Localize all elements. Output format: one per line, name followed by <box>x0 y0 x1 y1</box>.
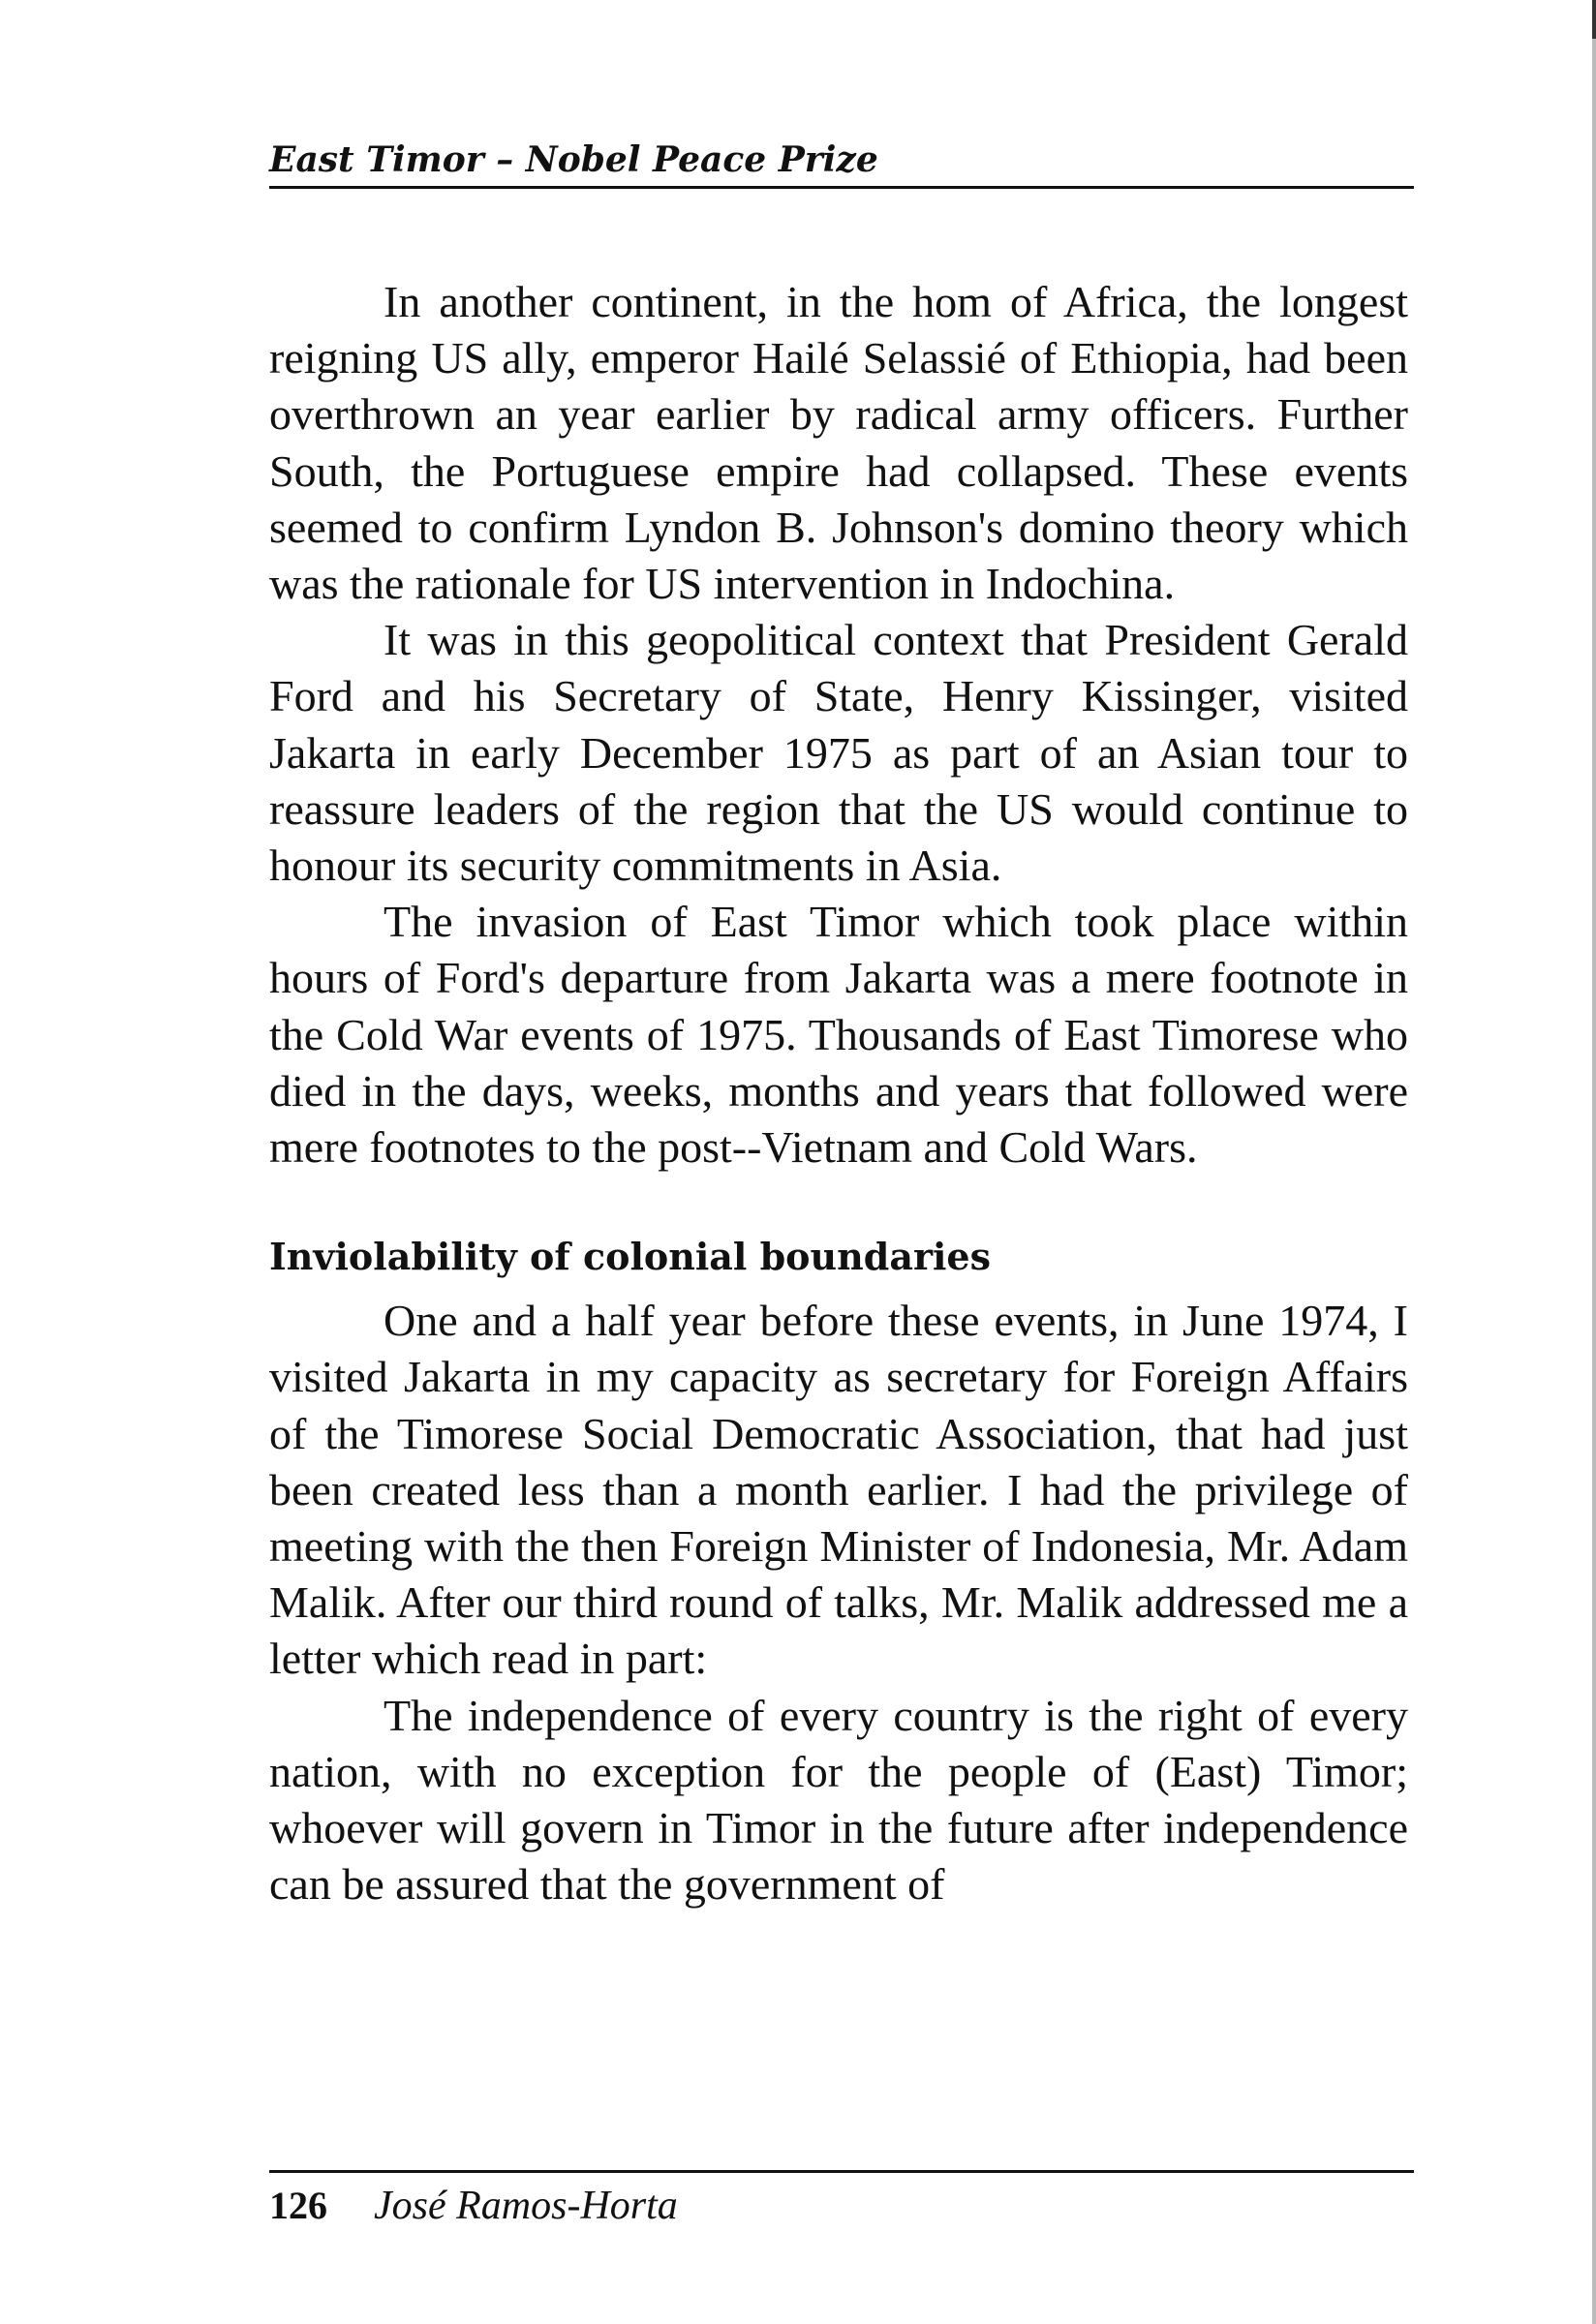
paragraph: The invasion of East Timor which took place within hours of Ford's departure from Jakarta was a mere footnote in the Cold War events of 1975. Thousands of East Timorese who died in the days, weeks, months and years that followed were mere footnotes to the post--Vietnam and Cold Wars. <box>269 897 1408 1173</box>
footer-rule <box>269 2170 1414 2173</box>
paragraph: One and a half year before these events, in June 1974, I visited Jakarta in my capacity as secretary for Foreign Affairs of the Timorese Social Democratic Association, that had just been created less than a month earlier. I had the privilege of meeting with the then Foreign Minister of Indonesia, Mr. Adam Malik. After our third round of talks, Mr. Malik addressed me a letter which read in part: <box>269 1296 1408 1684</box>
paragraph: It was in this geopolitical context that President Gerald Ford and his Secretary of State, Henry Kissinger, visited Jakarta in early December 1975 as part of an Asian tour to reassure leaders of the region that the US would continue to honour its security commitments in Asia. <box>269 615 1408 891</box>
author-name: José Ramos-Horta <box>374 2184 678 2228</box>
paragraph: In another continent, in the hom of Africa, the longest reigning US ally, emperor Hailé Selassié of Ethiopia, had been overthrown an year earlier by radical army officers. Further South, the Portuguese empire had collapsed. These events seemed to confirm Lyndon B. Johnson's domino theory which was the rationale for US intervention in Indochina. <box>269 277 1408 609</box>
main-text <box>269 274 1408 1912</box>
running-header: East Timor – Nobel Peace Prize <box>269 139 878 180</box>
page-footer <box>269 2177 1414 2235</box>
page-number: 126 <box>269 2184 327 2227</box>
header-rule <box>269 186 1414 189</box>
quoted-paragraph: The independence of every country is the right of every nation, with no exception for the people of (East) Timor; whoever will govern in Timor in the future after independence can be assured that the government of <box>269 1690 1408 1910</box>
section-heading: Inviolability of colonial boundaries <box>269 1235 991 1279</box>
scan-edge <box>1592 0 1596 2324</box>
